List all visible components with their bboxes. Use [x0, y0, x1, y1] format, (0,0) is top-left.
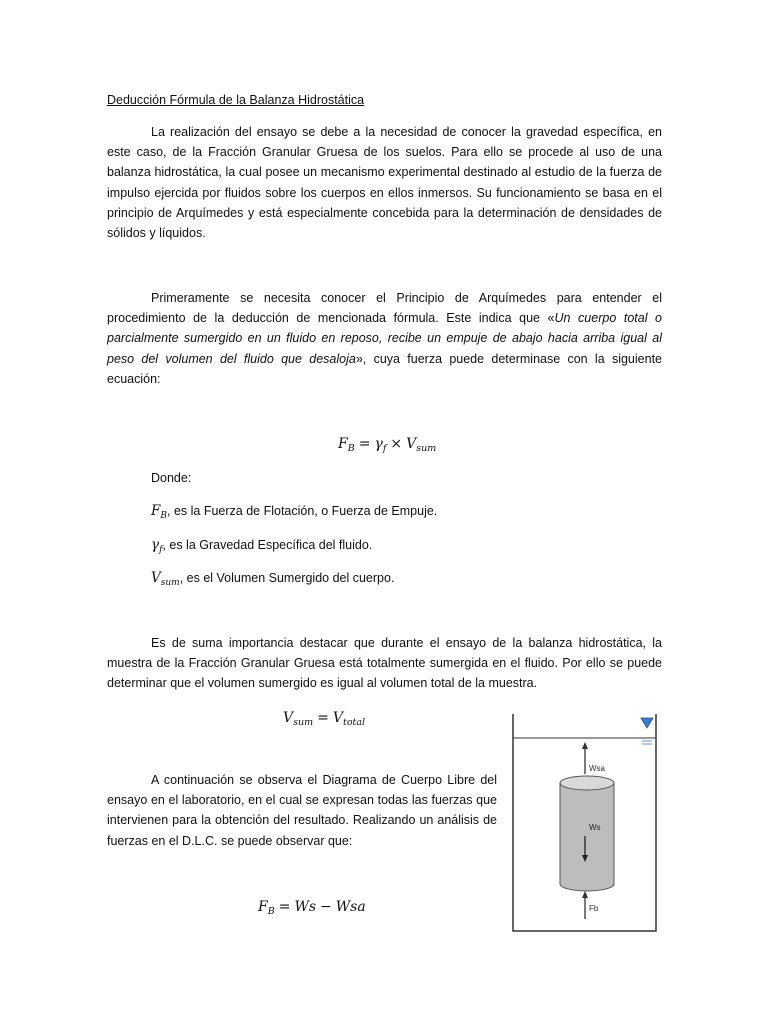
definition-vsum — [151, 570, 394, 588]
eq2-rhs: V — [332, 710, 343, 726]
paragraph-intro-text: La realización del ensayo se debe a la necesidad de conocer la gravedad específica, en este caso, de la Fracción Granular Gruesa de los suelos. Para ello se procede al uso de una balanza hidrostática, la cual posee un mecanismo experimental destinado al estudio de la fuerza de impulso ejercida por fluidos sobre los cuerpos en ellos inmersos. Su funcionamiento se basa en el principio de Arquímedes y está especialmente concebida para la determinación de densidades de sólidos y líquidos. — [107, 125, 662, 241]
definition-fb-symbol — [151, 503, 167, 519]
definition-fb-sym: F — [151, 503, 161, 519]
archimedes-quote: Un cuerpo total o parcialmente sumergido en un fluido en reposo, recibe un empuje de abajo hacia arriba igual al peso del volumen del fluido que desaloja — [107, 311, 662, 366]
wsa-arrow-head-icon — [582, 742, 588, 749]
eq1-t1-sub: f — [382, 443, 387, 454]
free-body-diagram — [512, 714, 657, 932]
eq3-t2: Wsa — [335, 899, 366, 915]
eq1-lhs: F — [338, 436, 348, 452]
paragraph-free-body-text: A continuación se observa el Diagrama de Cuerpo Libre del ensayo en el laboratorio, en el cual se expresan todas las fuerzas que intervienen para la obtención del resultado. Realizando un análisis de fuerzas en el D.L.C. se puede observar que: — [107, 773, 497, 848]
eq2-rhs-sub: total — [343, 717, 366, 728]
eq1-op1: = — [358, 436, 371, 452]
sample-cylinder-fill — [561, 872, 614, 884]
eq2-lhs: V — [283, 710, 294, 726]
definition-gamma-sym: γ — [151, 537, 160, 553]
paragraph-archimedes — [107, 288, 662, 389]
definition-gamma-text: , es la Gravedad Específica del fluido. — [162, 538, 373, 552]
eq1-op2: × — [390, 436, 403, 452]
eq3-lhs: F — [258, 899, 268, 915]
equation-buoyancy — [338, 436, 436, 454]
eq1-t2-sub: sum — [416, 443, 437, 454]
definition-vsum-sub: sum — [160, 578, 180, 588]
definition-fb-text: , es la Fuerza de Flotación, o Fuerza de Empuje. — [167, 504, 438, 518]
eq2-lhs-sub: sum — [293, 717, 314, 728]
eq3-t1: Ws — [294, 899, 317, 915]
eq1-t2: V — [406, 436, 417, 452]
fluid-level-marker-icon — [641, 718, 653, 728]
definition-vsum-text: , es el Volumen Sumergido del cuerpo. — [179, 571, 395, 585]
fb-arrow-head-icon — [582, 891, 588, 898]
paragraph-archimedes-before: Primeramente se necesita conocer el Principio de Arquímedes para entender el procedimiento de la deducción de mencionada fórmula. Este indica que « — [107, 291, 662, 326]
definition-vsum-symbol — [151, 570, 180, 586]
section-heading: Deducción Fórmula de la Balanza Hidrostática — [107, 93, 365, 107]
definition-fb — [151, 503, 437, 521]
equation-volume — [283, 710, 365, 728]
eq3-lhs-sub: B — [267, 906, 275, 917]
sample-cylinder-top — [560, 776, 614, 790]
eq3-op1: = — [278, 899, 291, 915]
paragraph-intro — [107, 122, 662, 243]
paragraph-free-body — [107, 770, 497, 851]
fb-label: Fb — [589, 904, 599, 913]
sample-cylinder-body — [560, 783, 614, 884]
eq1-lhs-sub: B — [347, 443, 355, 454]
donde-label: Donde: — [151, 471, 192, 485]
eq1-t1: γ — [374, 436, 383, 452]
eq3-op2: − — [320, 899, 332, 915]
definition-vsum-sym: V — [151, 570, 161, 586]
definition-gamma-symbol — [151, 537, 162, 553]
definition-gamma-sub: f — [159, 545, 163, 555]
eq2-op: = — [317, 710, 329, 726]
paragraph-archimedes-after: », cuya fuerza puede determinase con la siguiente ecuación: — [107, 351, 662, 386]
definition-gamma — [151, 537, 372, 555]
paragraph-submerged — [107, 633, 662, 694]
definition-fb-sub: B — [160, 511, 167, 521]
equation-force-balance — [258, 899, 366, 917]
wsa-label: Wsa — [589, 764, 605, 773]
paragraph-submerged-text: Es de suma importancia destacar que durante el ensayo de la balanza hidrostática, la muestra de la Fracción Granular Gruesa está totalmente sumergida en el fluido. Por ello se puede determinar que el volumen sumergido es igual al volumen total de la muestra. — [107, 636, 662, 691]
ws-label: Ws — [589, 823, 601, 832]
